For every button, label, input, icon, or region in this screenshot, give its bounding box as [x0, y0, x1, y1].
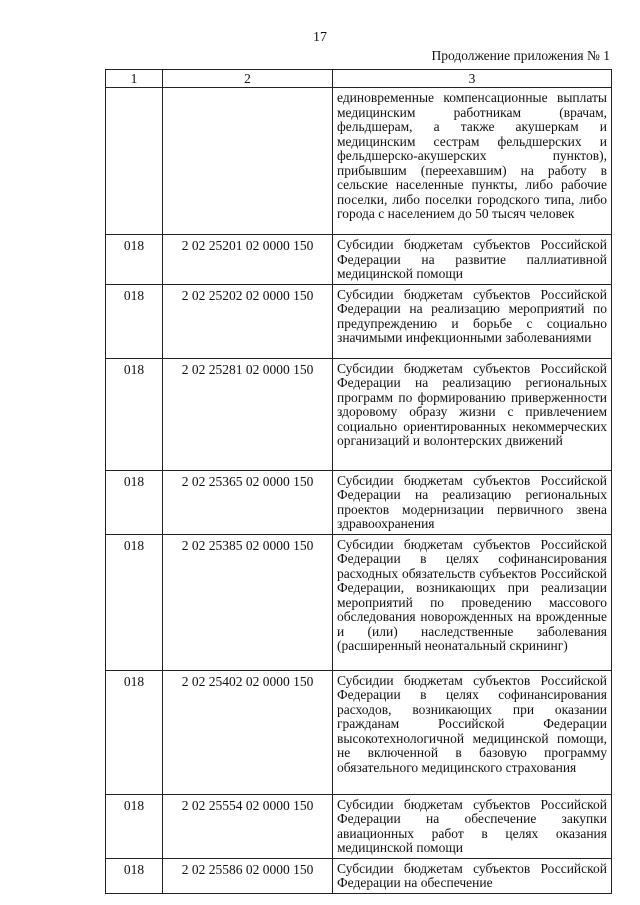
table-row [106, 534, 612, 670]
budget-codes-table [105, 69, 612, 894]
admin-code-cell: 018 [106, 534, 163, 670]
budget-code-cell [163, 88, 333, 235]
budget-code-cell: 2 02 25365 02 0000 150 [163, 470, 333, 534]
description-cell: единовременные компенсационные выплаты медицинским работникам (врачам, фельдшерам, а также акушеркам и медицинским сестрам фельдшерских и фельдшерско-акушерских пунктов), прибывшим (переехавшим) на работу в сельские населенные пункты, либо рабочие поселки, либо поселки городского типа, либо города с населением до 50 тысяч человек [333, 88, 612, 235]
admin-code-cell: 018 [106, 858, 163, 893]
description-cell: Субсидии бюджетам субъектов Российской Федерации на обеспечение закупки авиационных работ в целях оказания медицинской помощи [333, 794, 612, 858]
table-header-row [106, 70, 612, 88]
budget-code-cell: 2 02 25586 02 0000 150 [163, 858, 333, 893]
description-cell: Субсидии бюджетам субъектов Российской Федерации в целях софинансирования расходных обязательств субъектов Российской Федерации, возникающих при реализации мероприятий по проведению массового обследования новорожденных на врожденные и (или) наследственные заболевания (расширенный неонатальный скрининг) [333, 534, 612, 670]
table-row [106, 670, 612, 794]
table-row [106, 358, 612, 470]
header-col-3: 3 [333, 70, 612, 88]
table-row [106, 858, 612, 893]
budget-code-cell: 2 02 25201 02 0000 150 [163, 235, 333, 285]
admin-code-cell [106, 88, 163, 235]
description-cell: Субсидии бюджетам субъектов Российской Федерации на обеспечение [333, 858, 612, 893]
table-row-continuation [106, 88, 612, 235]
admin-code-cell: 018 [106, 358, 163, 470]
header-col-1: 1 [106, 70, 163, 88]
description-cell: Субсидии бюджетам субъектов Российской Федерации на развитие паллиативной медицинской помощи [333, 235, 612, 285]
admin-code-cell: 018 [106, 670, 163, 794]
admin-code-cell: 018 [106, 284, 163, 358]
budget-code-cell: 2 02 25385 02 0000 150 [163, 534, 333, 670]
table-row [106, 284, 612, 358]
budget-code-cell: 2 02 25402 02 0000 150 [163, 670, 333, 794]
admin-code-cell: 018 [106, 470, 163, 534]
table-row [106, 235, 612, 285]
appendix-label: Продолжение приложения № 1 [431, 48, 610, 63]
admin-code-cell: 018 [106, 235, 163, 285]
budget-code-cell: 2 02 25281 02 0000 150 [163, 358, 333, 470]
budget-code-cell: 2 02 25202 02 0000 150 [163, 284, 333, 358]
description-cell: Субсидии бюджетам субъектов Российской Федерации на реализацию региональных проектов модернизации первичного звена здравоохранения [333, 470, 612, 534]
table-row [106, 794, 612, 858]
description-cell: Субсидии бюджетам субъектов Российской Федерации в целях софинансирования расходов, возникающих при оказании гражданам Российской Федерации высокотехнологичной медицинской помощи, не включенной в базовую программу обязательного медицинского страхования [333, 670, 612, 794]
admin-code-cell: 018 [106, 794, 163, 858]
budget-code-cell: 2 02 25554 02 0000 150 [163, 794, 333, 858]
page-number: 17 [313, 30, 327, 45]
description-cell: Субсидии бюджетам субъектов Российской Федерации на реализацию региональных программ по формированию приверженности здоровому образу жизни с привлечением социально ориентированных некоммерческих организаций и волонтерских движений [333, 358, 612, 470]
description-cell: Субсидии бюджетам субъектов Российской Федерации на реализацию мероприятий по предупреждению и борьбе с социально значимыми инфекционными заболеваниями [333, 284, 612, 358]
table-row [106, 470, 612, 534]
header-col-2: 2 [163, 70, 333, 88]
